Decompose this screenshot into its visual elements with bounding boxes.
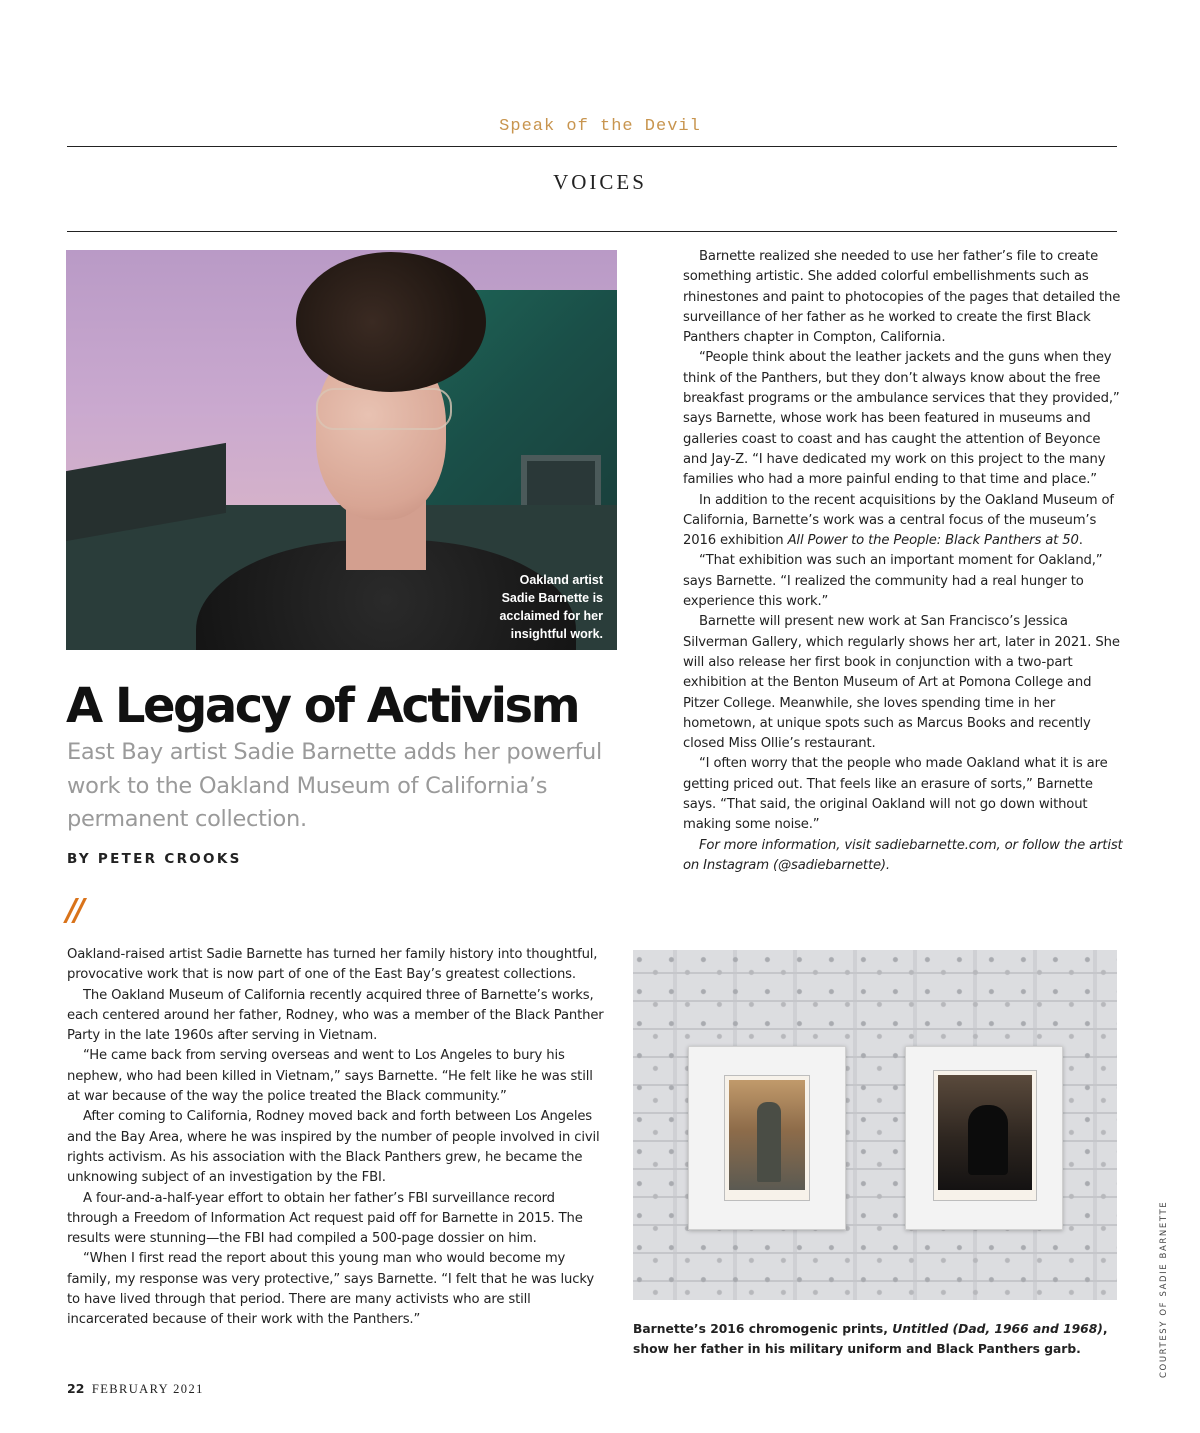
body-paragraph: Oakland-raised artist Sadie Barnette has turned her family history into thoughtful, provocative work that is now part of one of the East Bay’s greatest collections. [67,947,598,983]
prints-caption: Barnette’s 2016 chromogenic prints, Untitled (Dad, 1966 and 1968), show her father in his military uniform and Black Panthers garb. [633,1322,1108,1356]
section-label: VOICES [553,170,647,194]
body-column-right [683,247,1123,876]
print-military-uniform [724,1075,810,1201]
portrait-photo [66,250,617,650]
info-paragraph: For more information, visit sadiebarnette.com, or follow the artist on Instagram (@sadiebarnette). [683,837,1123,873]
body-paragraph: Barnette realized she needed to use her father’s file to create something artistic. She added colorful embellishments such as rhinestones and paint to photocopies of the pages that detailed the surveillance of her father as he worked to create the first Black Panthers chapter in Compton, California. [683,249,1121,346]
article-headline: A Legacy of Activism [66,678,579,734]
photo-credit: COURTESY OF SADIE BARNETTE [1159,1200,1169,1378]
body-paragraph: In addition to the recent acquisitions by the Oakland Museum of California, Barnette’s work was a central focus of the museum’s 2016 exhibition All Power to the People: Black Panthers at 50. [683,492,1114,549]
body-paragraph: “People think about the leather jackets and the guns when they think of the Panthers, but they don’t always know about the free breakfast programs or the ambulance services that they provided,” says Barnette, whose work has been featured in museums and galleries coast to coast and has caught the attention of Beyonce and Jay-Z. “I have dedicated my work on this project to the many families who had a more painful ending to that time and place.” [683,350,1120,488]
photo-hair [296,252,486,392]
frame-right [905,1046,1063,1230]
page-number: 22 [67,1381,85,1396]
body-paragraph: “When I first read the report about this young man who would become my family, my response was very protective,” says Barnette. “I felt that he was lucky to have lived through that period. There are many activists who are still incarcerated because of their work with the Panthers.” [67,1251,595,1328]
body-paragraph: “He came back from serving overseas and went to Los Angeles to bury his nephew, who had been killed in Vietnam,” says Barnette. “He felt like he was still at war because of the way the police treated the Black community.” [67,1048,593,1105]
body-paragraph: “I often worry that the people who made Oakland what it is are getting priced out. That feels like an erasure of sorts,” Barnette says. “That said, the original Oakland will not go down without making some noise.” [683,756,1108,833]
running-header-kicker: Speak of the Devil [499,117,701,136]
print-panthers-garb [933,1070,1037,1201]
photo-glasses [316,388,452,430]
header-rule-bottom [67,231,1117,232]
article-dek: East Bay artist Sadie Barnette adds her powerful work to the Oakland Museum of California’s permanent collection. [67,739,602,832]
body-paragraph: The Oakland Museum of California recently acquired three of Barnette’s works, each centered around her father, Rodney, who was a member of the Black Panther Party in the late 1960s after serving in Vietnam. [67,987,604,1044]
issue-date: FEBRUARY 2021 [91,1382,204,1396]
body-paragraph: A four-and-a-half-year effort to obtain her father’s FBI surveillance record through a Freedom of Information Act request paid off for Barnette in 2015. The results were stunning—the FBI had compiled a 500-page dossier on him. [67,1190,583,1247]
body-paragraph: After coming to California, Rodney moved back and forth between Los Angeles and the Bay Area, where he was inspired by the number of people involved in civil rights activism. As his association with the Black Panthers grew, he became the unknowing subject of an investigation by the FBI. [67,1109,600,1186]
ornament-slashes: // [66,893,82,928]
portrait-caption: Oakland artist Sadie Barnette is acclaimed for her insightful work. [499,573,603,641]
page-folio [67,1381,204,1397]
body-column-left [67,945,607,1331]
body-paragraph: Barnette will present new work at San Francisco’s Jessica Silverman Gallery, which regularly shows her art, later in 2021. She will also release her first book in conjunction with a two-part exhibition at the Benton Museum of Art at Pomona College and Pitzer College. Meanwhile, she loves spending time in her hometown, at unique spots such as Marcus Books and recently closed Miss Ollie’s restaurant. [683,614,1120,752]
body-paragraph: “That exhibition was such an important moment for Oakland,” says Barnette. “I realized the community had a real hunger to experience this work.” [683,553,1103,610]
header-rule-top [67,146,1117,147]
frame-left [688,1046,846,1230]
article-byline: BY PETER CROOKS [67,851,242,867]
framed-prints-photo [633,950,1117,1300]
exhibition-title: All Power to the People: Black Panthers at 50 [787,533,1079,549]
